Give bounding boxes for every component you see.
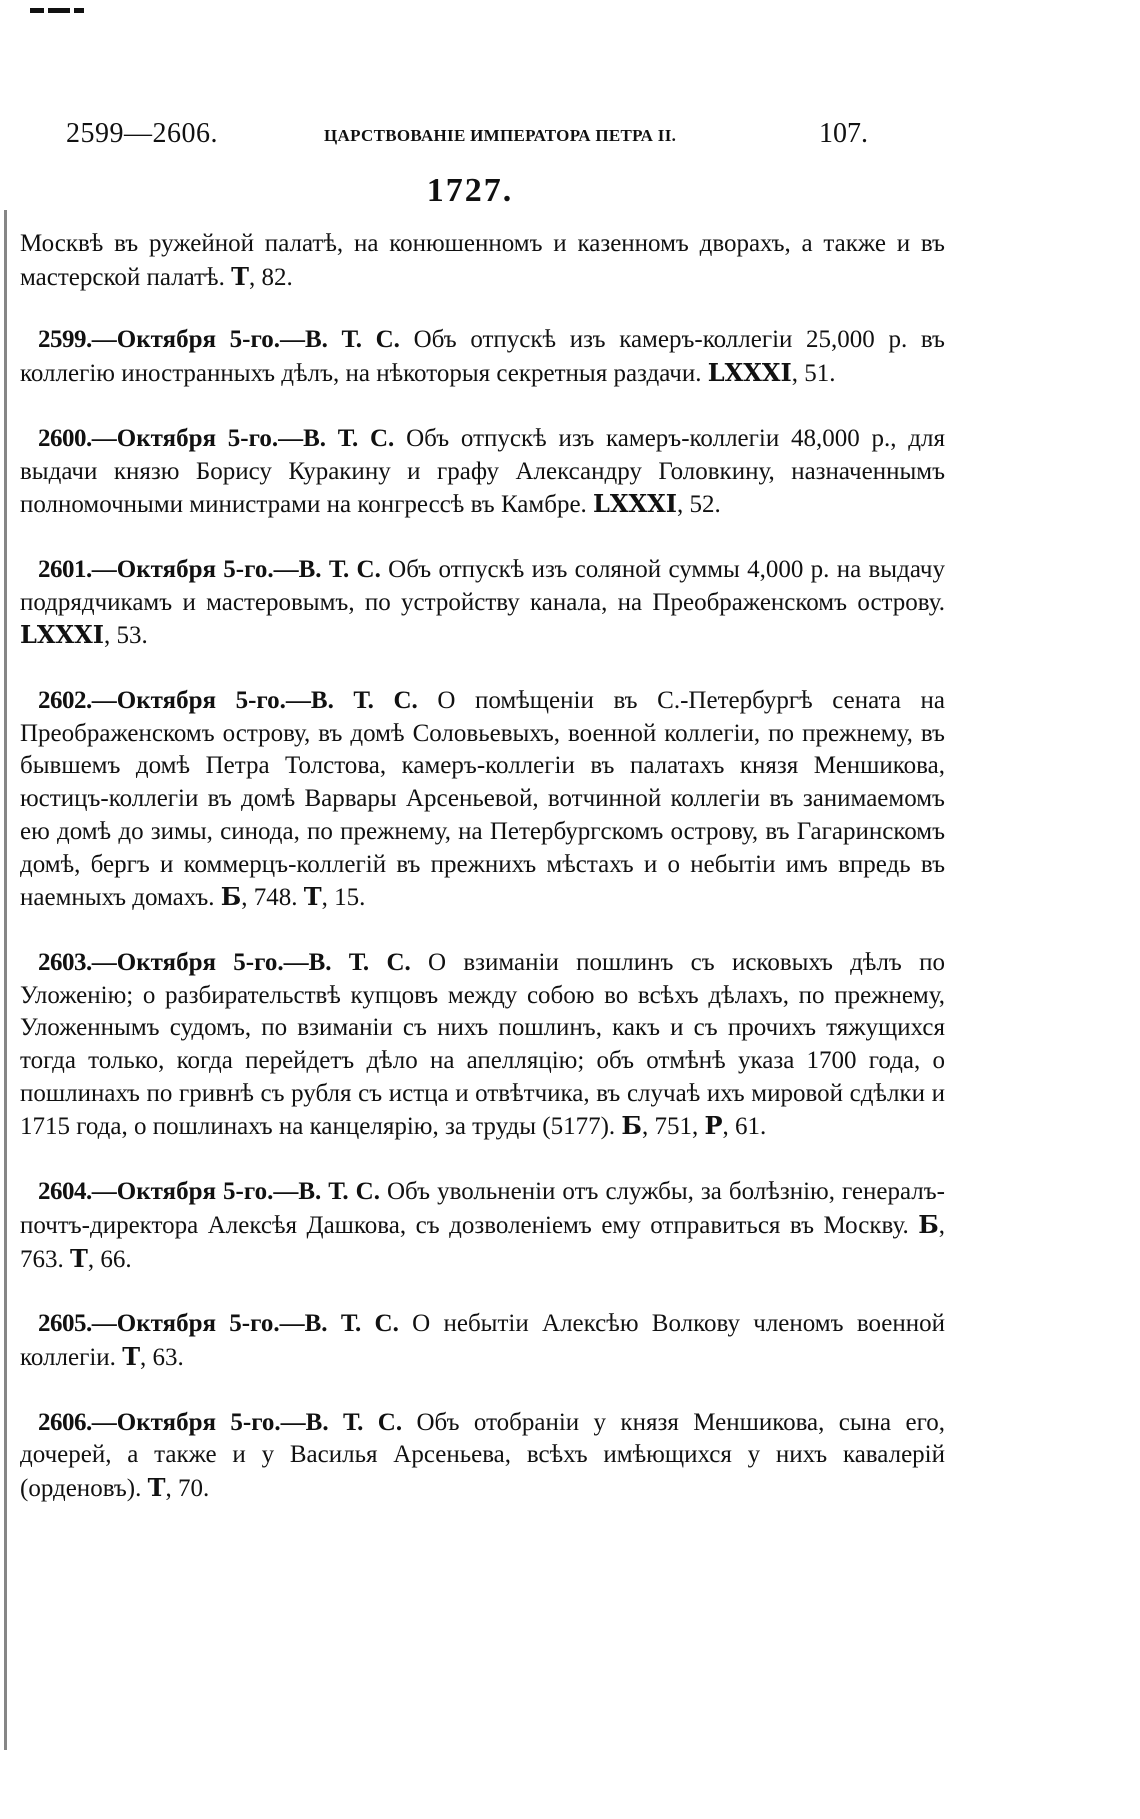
source-page-2: , 66. xyxy=(87,1245,132,1273)
entry-date: —Октября 5-го.—В. Т. С. xyxy=(91,326,400,354)
entry-2603 xyxy=(20,947,945,1144)
entry-2605 xyxy=(20,1308,945,1374)
entry-2604 xyxy=(20,1176,945,1276)
entry-date: —Октября 5-го.—В. Т. С. xyxy=(91,424,395,452)
entry-text: Объ отпускѣ изъ камеръ-коллегіи 25,000 р. въ коллегію иностранныхъ дѣлъ, на нѣкоторыя секретныя раздачи. xyxy=(20,326,945,388)
source-ref-2: Т xyxy=(303,882,322,912)
entry-number: 2603. xyxy=(38,948,92,976)
source-page: , 51. xyxy=(791,360,836,388)
source-ref-2: Т xyxy=(70,1243,88,1273)
entry-date: —Октября 5-го.—В. Т. С. xyxy=(91,555,381,583)
entry-text: Москвѣ въ ружейной палатѣ, на конюшенномъ и казенномъ дворахъ, а также и въ мастерской палатѣ. xyxy=(20,230,945,291)
source-ref: Б xyxy=(220,882,242,912)
entry-number: 2599. xyxy=(38,326,92,354)
running-title: ЦАРСТВОВАНІЕ ИМПЕРАТОРА ПЕТРА II. xyxy=(324,126,677,145)
entry-number: 2602. xyxy=(38,687,92,715)
entry-date: —Октября 5-го.—В. Т. С. xyxy=(91,948,411,976)
source-page: , 63. xyxy=(140,1343,184,1371)
entry-text: Объ отпускѣ изъ соляной суммы 4,000 р. на выдачу подрядчикамъ и мастеровымъ, по устройству канала, на Преображенскомъ острову. xyxy=(20,555,945,616)
entry-2601 xyxy=(20,554,945,653)
source-page-2: , 15. xyxy=(321,884,366,912)
source-page: , 52. xyxy=(677,491,721,519)
entry-text: О помѣщеніи въ С.-Петербургѣ сената на Преображенскомъ острову, въ домѣ Соловьевыхъ, военной коллегіи, по прежнему, въ бывшемъ домѣ Петра Толстова, камеръ-коллегіи въ палатахъ князя Меншикова, юстицъ-коллегіи въ домѣ Варвары Арсеньевой, вотчинной коллегіи въ занимаемомъ ею домѣ до зимы, синода, по прежнему, на Петербургскомъ острову, въ Гагаринскомъ домѣ, бергъ и коммерцъ-коллегій въ прежнихъ мѣстахъ и о небытіи имъ впредь въ наемныхъ домахъ. xyxy=(20,687,946,912)
entry-range: 2599—2606. xyxy=(66,118,218,149)
source-ref: Т xyxy=(231,261,249,291)
year-heading: 1727. xyxy=(426,172,514,209)
page-body xyxy=(20,228,945,1538)
entry-date: —Октября 5-го.—В. Т. С. xyxy=(91,1408,403,1436)
source-ref: Б xyxy=(918,1209,939,1239)
source-ref: LXXXI xyxy=(707,358,792,388)
source-page: , 748. xyxy=(241,884,304,912)
source-page: , 751, xyxy=(641,1113,705,1141)
entry-number: 2600. xyxy=(38,424,92,452)
entry-text: О взиманіи пошлинъ съ исковыхъ дѣлъ по Уложенію; о разбирательствѣ купцовъ между собою во всѣхъ дѣлахъ, по прежнему, Уложеннымъ судомъ, по взиманіи съ нихъ пошлинъ, какъ и съ прочихъ тяжущихся тогда только, когда перейдетъ дѣло на апелляцію; объ отмѣнѣ указа 1700 года, о пошлинахъ по гривнѣ съ рубля съ истца и отвѣтчика, въ случаѣ ихъ мировой сдѣлки и 1715 года, о пошлинахъ на канцелярію, за труды (5177). xyxy=(20,948,945,1141)
entry-2606 xyxy=(20,1407,945,1506)
source-ref: LXXXI xyxy=(20,620,104,650)
page-corner-mark xyxy=(30,0,120,12)
entry-2599 xyxy=(20,324,945,390)
entry-number: 2606. xyxy=(38,1408,92,1436)
source-ref-2: Р xyxy=(704,1111,723,1141)
entry-date: —Октября 5-го.—В. Т. С. xyxy=(91,1310,399,1338)
source-page: , 53. xyxy=(103,622,148,650)
source-page: , 70. xyxy=(165,1475,210,1503)
entry-text: О небытіи Алексѣю Волкову членомъ военной коллегіи. xyxy=(20,1310,945,1371)
source-page: , 763. xyxy=(20,1211,945,1273)
source-page: , 82. xyxy=(248,263,293,291)
entry-text: Объ отобраніи у князя Меншикова, сына его, дочерей, а также и у Василья Арсеньева, всѣхъ имѣющихся у нихъ кавалерій (орденовъ). xyxy=(20,1408,945,1503)
entry-continued xyxy=(20,228,945,294)
entry-date: —Октября 5-го.—В. Т. С. xyxy=(91,1178,380,1206)
entry-number: 2605. xyxy=(38,1310,92,1338)
page-number: 107. xyxy=(819,118,868,149)
source-ref: Т xyxy=(122,1341,141,1371)
source-ref: Т xyxy=(147,1473,166,1503)
entry-date: —Октября 5-го.—В. Т. С. xyxy=(91,687,418,715)
source-ref: Б xyxy=(621,1111,642,1141)
entry-2600 xyxy=(20,423,945,522)
source-page-2: , 61. xyxy=(722,1113,767,1141)
source-ref: LXXXI xyxy=(593,489,678,519)
entry-number: 2601. xyxy=(38,555,92,583)
entry-text: Объ отпускѣ изъ камеръ-коллегіи 48,000 р., для выдачи князю Борису Куракину и графу Александру Головкину, назначеннымъ полномочными министрами на конгрессѣ въ Камбре. xyxy=(20,424,945,519)
entry-text: Объ увольненіи отъ службы, за болѣзнію, генералъ-почтъ-директора Алексѣя Дашкова, съ дозволеніемъ ему отправиться въ Москву. xyxy=(20,1178,945,1239)
left-margin-rule xyxy=(4,210,7,1750)
running-header xyxy=(66,118,866,158)
entry-2602 xyxy=(20,685,945,915)
entry-number: 2604. xyxy=(38,1178,92,1206)
